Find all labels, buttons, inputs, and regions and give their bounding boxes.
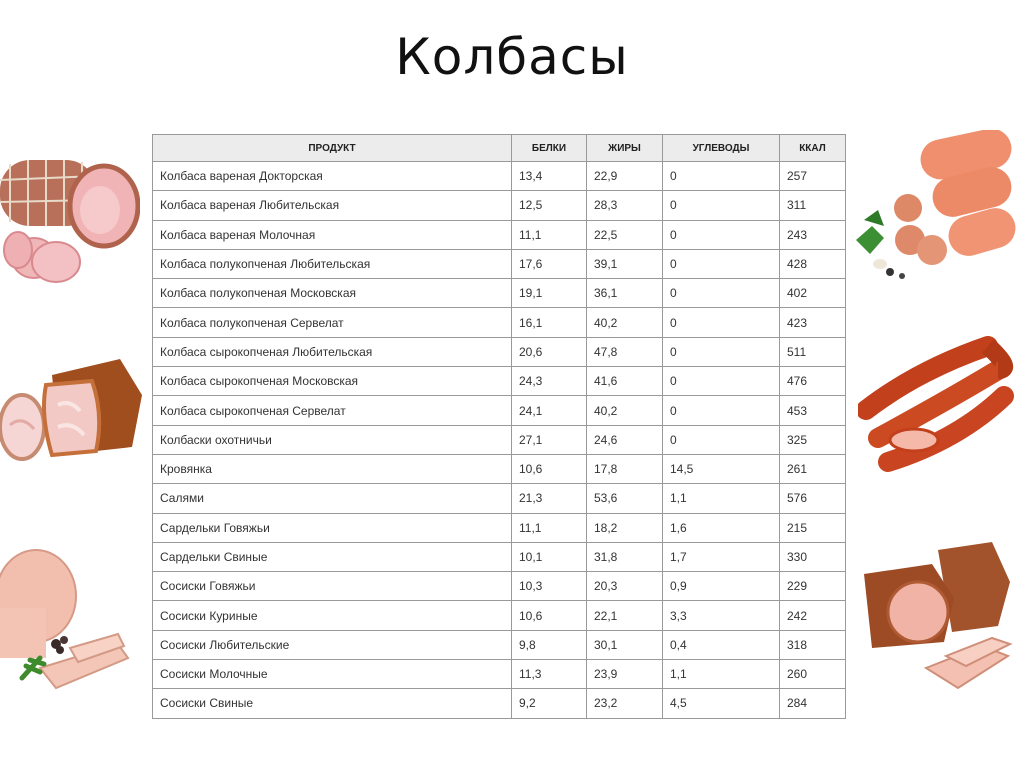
cell-protein: 21,3 — [512, 484, 587, 513]
table-row — [153, 367, 846, 396]
cell-product: Сосиски Говяжьи — [153, 572, 512, 601]
smoked-pork-image — [0, 355, 145, 465]
cell-protein: 9,8 — [512, 630, 587, 659]
cell-carbs: 4,5 — [663, 689, 780, 718]
cell-product: Сосиски Любительские — [153, 630, 512, 659]
table-row — [153, 191, 846, 220]
cell-kcal: 215 — [780, 513, 846, 542]
cell-carbs: 0 — [663, 249, 780, 278]
smoked-sausage-ring-image — [858, 330, 1018, 482]
cell-kcal: 330 — [780, 542, 846, 571]
cell-product: Сосиски Свиные — [153, 689, 512, 718]
cell-product: Колбаса сырокопченая Любительская — [153, 337, 512, 366]
cell-kcal: 318 — [780, 630, 846, 659]
table-row — [153, 308, 846, 337]
boiled-sausage-roll-image — [0, 150, 140, 290]
cell-carbs: 1,1 — [663, 484, 780, 513]
cell-fat: 41,6 — [587, 367, 663, 396]
cell-fat: 18,2 — [587, 513, 663, 542]
header-kcal: ККАЛ — [780, 135, 846, 162]
cell-carbs: 0,9 — [663, 572, 780, 601]
cell-fat: 22,5 — [587, 220, 663, 249]
cell-fat: 36,1 — [587, 279, 663, 308]
table-row — [153, 601, 846, 630]
cell-carbs: 1,1 — [663, 660, 780, 689]
cell-product: Колбаса полукопченая Любительская — [153, 249, 512, 278]
cell-protein: 13,4 — [512, 162, 587, 191]
table-row — [153, 689, 846, 718]
cell-kcal: 453 — [780, 396, 846, 425]
cell-fat: 40,2 — [587, 396, 663, 425]
cell-carbs: 0 — [663, 308, 780, 337]
cell-protein: 19,1 — [512, 279, 587, 308]
cell-carbs: 1,7 — [663, 542, 780, 571]
ham-slices-image — [0, 548, 135, 693]
cell-carbs: 0 — [663, 191, 780, 220]
cell-kcal: 576 — [780, 484, 846, 513]
nutrition-table — [152, 134, 846, 719]
cell-kcal: 311 — [780, 191, 846, 220]
cell-fat: 22,9 — [587, 162, 663, 191]
cell-protein: 11,1 — [512, 513, 587, 542]
cell-protein: 10,6 — [512, 601, 587, 630]
baked-pork-image — [862, 538, 1017, 698]
cell-protein: 11,1 — [512, 220, 587, 249]
header-product: ПРОДУКТ — [153, 135, 512, 162]
cell-kcal: 257 — [780, 162, 846, 191]
cell-protein: 24,3 — [512, 367, 587, 396]
cell-kcal: 229 — [780, 572, 846, 601]
cell-fat: 40,2 — [587, 308, 663, 337]
cell-fat: 23,2 — [587, 689, 663, 718]
cell-protein: 24,1 — [512, 396, 587, 425]
cell-carbs: 0 — [663, 162, 780, 191]
cell-carbs: 3,3 — [663, 601, 780, 630]
cell-carbs: 0 — [663, 279, 780, 308]
table-row — [153, 542, 846, 571]
cell-product: Колбаса сырокопченая Московская — [153, 367, 512, 396]
cell-product: Сосиски Молочные — [153, 660, 512, 689]
table-header-row — [153, 135, 846, 162]
table-row — [153, 425, 846, 454]
cell-product: Колбаски охотничьи — [153, 425, 512, 454]
cell-protein: 17,6 — [512, 249, 587, 278]
cell-fat: 31,8 — [587, 542, 663, 571]
header-fat: ЖИРЫ — [587, 135, 663, 162]
cell-protein: 11,3 — [512, 660, 587, 689]
cell-fat: 24,6 — [587, 425, 663, 454]
cell-carbs: 0 — [663, 337, 780, 366]
cell-kcal: 261 — [780, 454, 846, 483]
cell-protein: 9,2 — [512, 689, 587, 718]
cell-product: Колбаса полукопченая Московская — [153, 279, 512, 308]
slide-title: Колбасы — [395, 28, 629, 86]
cell-carbs: 0 — [663, 396, 780, 425]
cell-product: Колбаса полукопченая Сервелат — [153, 308, 512, 337]
cell-fat: 28,3 — [587, 191, 663, 220]
cell-product: Кровянка — [153, 454, 512, 483]
cell-carbs: 1,6 — [663, 513, 780, 542]
header-carbs: УГЛЕВОДЫ — [663, 135, 780, 162]
cell-carbs: 14,5 — [663, 454, 780, 483]
cell-kcal: 243 — [780, 220, 846, 249]
cell-fat: 30,1 — [587, 630, 663, 659]
table-row — [153, 630, 846, 659]
table-row — [153, 396, 846, 425]
cell-kcal: 428 — [780, 249, 846, 278]
cell-kcal: 511 — [780, 337, 846, 366]
table-row — [153, 454, 846, 483]
cell-protein: 10,1 — [512, 542, 587, 571]
cell-product: Сардельки Свиные — [153, 542, 512, 571]
cell-kcal: 402 — [780, 279, 846, 308]
cell-kcal: 325 — [780, 425, 846, 454]
cell-product: Сардельки Говяжьи — [153, 513, 512, 542]
cell-protein: 12,5 — [512, 191, 587, 220]
table-row — [153, 660, 846, 689]
table-row — [153, 162, 846, 191]
cell-protein: 20,6 — [512, 337, 587, 366]
cell-product: Колбаса вареная Любительская — [153, 191, 512, 220]
table-row — [153, 249, 846, 278]
cell-kcal: 423 — [780, 308, 846, 337]
table-row — [153, 484, 846, 513]
cell-carbs: 0 — [663, 220, 780, 249]
table-row — [153, 220, 846, 249]
cell-fat: 47,8 — [587, 337, 663, 366]
wieners-bunch-image — [850, 130, 1020, 285]
cell-kcal: 476 — [780, 367, 846, 396]
cell-product: Сосиски Куриные — [153, 601, 512, 630]
cell-fat: 23,9 — [587, 660, 663, 689]
cell-carbs: 0 — [663, 367, 780, 396]
cell-carbs: 0,4 — [663, 630, 780, 659]
cell-protein: 27,1 — [512, 425, 587, 454]
table-row — [153, 279, 846, 308]
cell-protein: 10,3 — [512, 572, 587, 601]
cell-protein: 10,6 — [512, 454, 587, 483]
cell-product: Салями — [153, 484, 512, 513]
table-row — [153, 513, 846, 542]
header-protein: БЕЛКИ — [512, 135, 587, 162]
cell-kcal: 260 — [780, 660, 846, 689]
cell-fat: 53,6 — [587, 484, 663, 513]
cell-fat: 20,3 — [587, 572, 663, 601]
table-row — [153, 337, 846, 366]
cell-fat: 22,1 — [587, 601, 663, 630]
cell-product: Колбаса вареная Молочная — [153, 220, 512, 249]
cell-product: Колбаса вареная Докторская — [153, 162, 512, 191]
cell-fat: 17,8 — [587, 454, 663, 483]
cell-product: Колбаса сырокопченая Сервелат — [153, 396, 512, 425]
cell-fat: 39,1 — [587, 249, 663, 278]
cell-kcal: 242 — [780, 601, 846, 630]
table-row — [153, 572, 846, 601]
cell-carbs: 0 — [663, 425, 780, 454]
cell-protein: 16,1 — [512, 308, 587, 337]
cell-kcal: 284 — [780, 689, 846, 718]
